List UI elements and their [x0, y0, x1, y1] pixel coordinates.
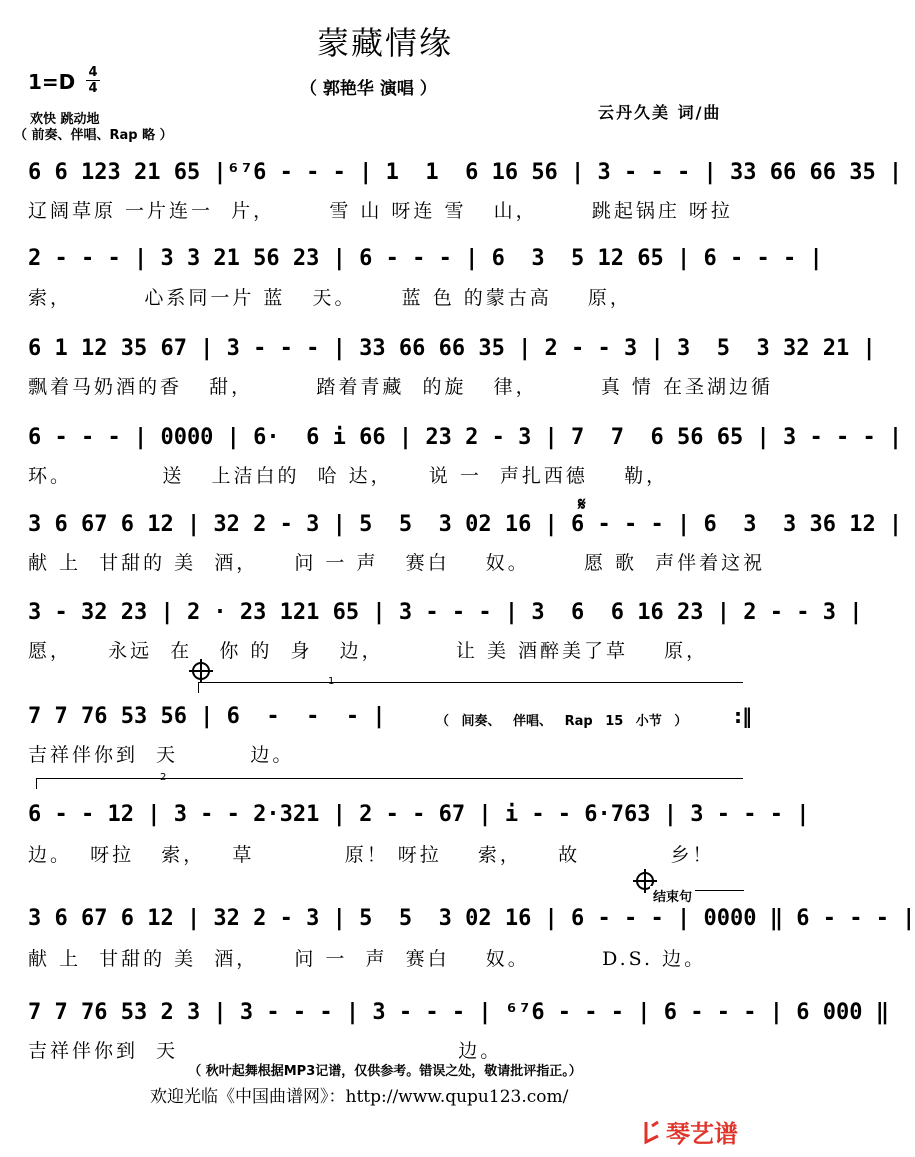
- logo-mark-icon: [642, 1120, 662, 1144]
- notation-line-3: 6 1 12 35 67 | 3 - - - | 33 66 66 35 | 2 - - 3 | 3 5 3 32 21 |: [28, 336, 876, 361]
- notation-line-4: 6 - - - | 0000 | 6· 6 i 66 | 23 2 - 3 | 7 7 6 56 65 | 3 - - - |: [28, 425, 903, 450]
- time-top: 4: [88, 65, 98, 80]
- intro-note: （ 前奏、伴唱、Rap 略 ）: [14, 128, 173, 143]
- notation-line-2: 2 - - - | 3 3 21 56 23 | 6 - - - | 6 3 5 12 65 | 6 - - - |: [28, 246, 823, 271]
- time-bottom: 4: [88, 81, 98, 96]
- site-logo: [642, 1114, 738, 1149]
- tempo-marking: 欢快 跳动地: [30, 112, 100, 127]
- lyric-line-1: 辽阔草原 一片连一 片， 雪 山 呀连 雪 山， 跳起锅庄 呀拉: [28, 200, 733, 222]
- volta-number-1: 1: [328, 676, 335, 687]
- notation-line-1: 6 6 123 21 65 |⁶⁷6 - - - | 1 1 6 16 56 | 3 - - - | 33 66 66 35 |: [28, 160, 903, 185]
- segno-icon: 𝄋: [578, 494, 586, 515]
- lyric-line-5: 献 上 甘甜的 美 酒， 问 一 声 赛白 奴。 愿 歌 声伴着这祝: [28, 552, 766, 574]
- time-signature: [86, 66, 100, 95]
- transcription-note: （ 秋叶起舞根据MP3记谱，仅供参考。错误之处，敬请批评指正。）: [188, 1064, 582, 1079]
- lyric-line-4: 环。 送 上洁白的 哈 达， 说 一 声扎西德 勒，: [28, 465, 669, 487]
- lyric-line-9: 献 上 甘甜的 美 酒， 问 一 声 赛白 奴。 D.S. 边。: [28, 948, 707, 970]
- notation-line-9: 3 6 67 6 12 | 32 2 - 3 | 5 5 3 02 16 | 6 - - - | 0000 ‖ 6 - - - |: [28, 906, 915, 931]
- lyric-line-7: 吉祥伴你到 天 边。: [28, 744, 295, 766]
- interlude-note: （ 间奏、 伴唱、 Rap 15 小节 ）: [436, 714, 688, 729]
- lyric-line-6: 愿， 永远 在 你 的 身 边， 让 美 酒醉美了草 原，: [28, 640, 709, 662]
- notation-line-6: 3 - 32 23 | 2 · 23 121 65 | 3 - - - | 3 6 6 16 23 | 2 - - 3 |: [28, 600, 863, 625]
- coda-icon: [192, 662, 210, 680]
- performer: （ 郭艳华 演唱 ）: [300, 79, 437, 99]
- end-section-label: 结束句: [650, 886, 695, 905]
- site-link[interactable]: 欢迎光临《中国曲谱网》：http://www.qupu123.com/: [150, 1087, 569, 1107]
- notation-line-5: 3 6 67 6 12 | 32 2 - 3 | 5 5 3 02 16 | 6 - - - | 6 3 3 36 12 |: [28, 512, 903, 537]
- lyric-line-8: 边。 呀拉 索， 草 原！ 呀拉 索， 故 乡！: [28, 844, 715, 866]
- composer-credit: 云丹久美 词/曲: [598, 103, 722, 122]
- volta-number-2: 2: [160, 772, 167, 783]
- key-signature: 1=D: [28, 70, 76, 94]
- repeat-end-icon: :‖: [734, 704, 752, 728]
- volta-bracket-1: [198, 682, 743, 693]
- notation-line-7: 7 7 76 53 56 | 6 - - - |: [28, 704, 386, 729]
- volta-bracket-2: [36, 778, 743, 789]
- lyric-line-2: 索， 心系同一片 蓝 天。 蓝 色 的蒙古高 原，: [28, 287, 632, 309]
- page-title: 蒙藏情缘: [316, 24, 453, 62]
- notation-line-10: 7 7 76 53 2 3 | 3 - - - | 3 - - - | ⁶⁷6 - - - | 6 - - - | 6 000 ‖: [28, 1000, 889, 1025]
- notation-line-8: 6 - - 12 | 3 - - 2·321 | 2 - - 67 | i - - 6·763 | 3 - - - |: [28, 802, 810, 827]
- logo-text: 琴艺谱: [666, 1120, 738, 1148]
- lyric-line-10: 吉祥伴你到 天 边。: [28, 1040, 503, 1062]
- lyric-line-3: 飘着马奶酒的香 甜， 踏着青藏 的旋 律， 真 情 在圣湖边循: [28, 376, 773, 398]
